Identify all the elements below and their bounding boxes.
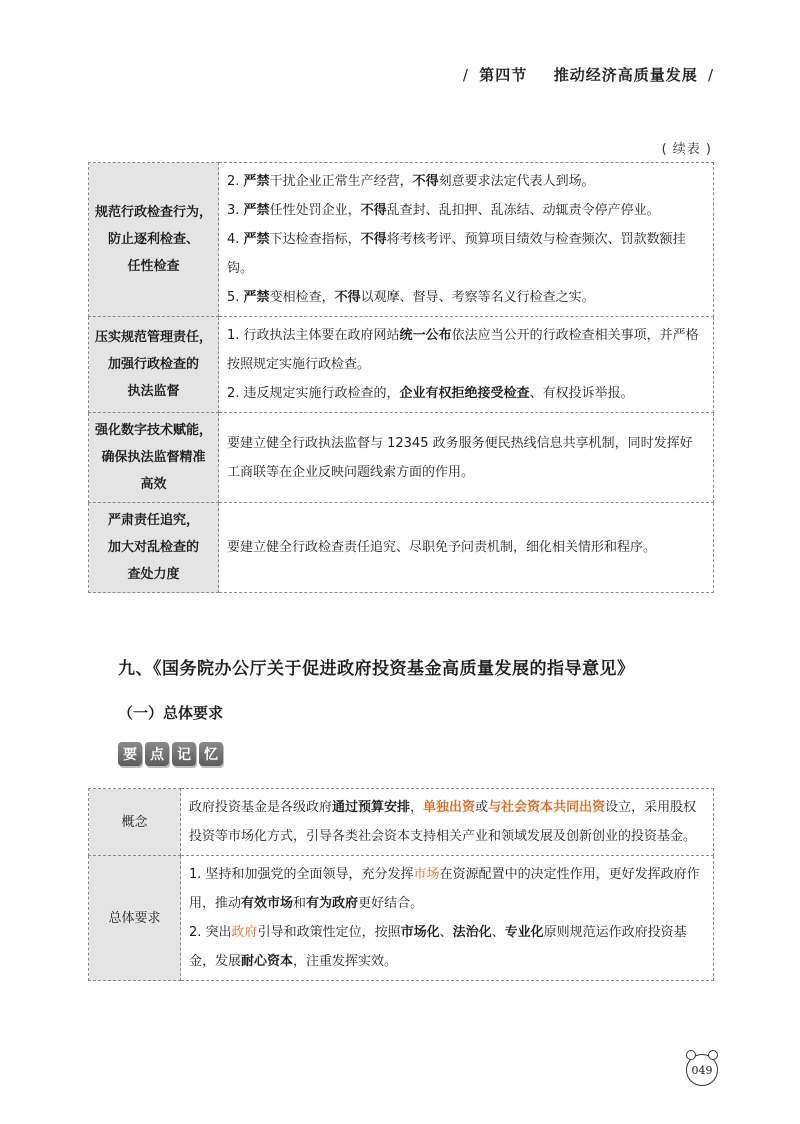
row-content bbox=[181, 856, 714, 981]
content-text: 要建立健全行政检查责任追究、尽职免予问责机制，细化相关情形和程序。 bbox=[227, 540, 657, 555]
emphasis-text: 专业化 bbox=[504, 925, 544, 940]
content-text: 、 bbox=[439, 925, 453, 940]
content-text: 2. bbox=[227, 174, 244, 189]
content-text: 、 bbox=[491, 925, 505, 940]
row-label-line: 防止逐利检查、 bbox=[107, 232, 199, 247]
content-text: 3. bbox=[227, 203, 244, 218]
emphasis-text: 严禁 bbox=[243, 203, 270, 218]
content-item bbox=[227, 283, 705, 312]
emphasis-text: 政府 bbox=[231, 925, 258, 940]
emphasis-text: 法治化 bbox=[452, 925, 492, 940]
row-content bbox=[181, 789, 714, 856]
content-text: 任性处罚企业， bbox=[269, 203, 361, 218]
content-text: 下达检查指标， bbox=[269, 232, 361, 247]
content-text: 2. 突出 bbox=[189, 925, 232, 940]
emphasis-text: 有为政府 bbox=[306, 896, 359, 911]
content-text: ， bbox=[410, 800, 424, 815]
emphasis-text: 统一公布 bbox=[399, 328, 452, 343]
row-content bbox=[219, 163, 714, 317]
row-label bbox=[89, 413, 219, 503]
header-section: 第四节 bbox=[479, 66, 528, 84]
table-row bbox=[89, 789, 714, 856]
content-text: 1. 坚持和加强党的全面领导，充分发挥 bbox=[189, 867, 414, 882]
row-label-line: 执法监督 bbox=[127, 384, 180, 399]
badge-char: 忆 bbox=[199, 742, 223, 766]
emphasis-text: 不得 bbox=[360, 203, 387, 218]
content-text: 、有权投诉举报。 bbox=[529, 386, 634, 401]
table-row bbox=[89, 317, 714, 413]
content-item bbox=[227, 429, 705, 487]
sub-title: （一）总体要求 bbox=[118, 704, 224, 722]
running-header bbox=[459, 64, 718, 85]
header-slash-right: / bbox=[707, 66, 714, 84]
content-text: 引导和政策性定位，按照 bbox=[257, 925, 401, 940]
row-label-line: 概念 bbox=[121, 814, 148, 830]
content-text: 要建立健全行政执法监督与 12345 政务服务便民热线信息共享机制，同时发挥好工商联等在企业反映问题线索方面的作用。 bbox=[227, 435, 693, 480]
emphasis-text: 不得 bbox=[412, 174, 439, 189]
content-item bbox=[227, 379, 705, 408]
row-label-line: 高效 bbox=[140, 477, 167, 492]
content-text: 变相检查， bbox=[269, 290, 335, 305]
content-item bbox=[227, 533, 705, 562]
emphasis-text: 企业有权拒绝接受检查 bbox=[399, 386, 530, 401]
content-text: ，注重发挥实效。 bbox=[293, 954, 398, 969]
row-label-line: 确保执法监督精准 bbox=[101, 450, 206, 465]
emphasis-text: 不得 bbox=[334, 290, 361, 305]
emphasis-text: 通过预算安排 bbox=[332, 800, 411, 815]
emphasis-text: 严禁 bbox=[243, 232, 270, 247]
page-number: 049 bbox=[686, 1054, 718, 1086]
emphasis-text: 与社会资本共同出资 bbox=[488, 800, 606, 815]
content-text: 乱查封、乱扣押、乱冻结、动辄责令停产停业。 bbox=[386, 203, 660, 218]
content-text: 更好结合。 bbox=[358, 896, 424, 911]
row-label-line: 总体要求 bbox=[108, 910, 161, 926]
emphasis-text: 严禁 bbox=[243, 290, 270, 305]
row-label-line: 加强行政检查的 bbox=[107, 357, 199, 372]
row-label-line: 规范行政检查行为， bbox=[95, 205, 213, 220]
fund-table bbox=[88, 788, 714, 981]
content-text: 设立，采用股权投资等市场化方式，引导各类社会资本支持相关产业和领域发展及创新创业的投资基金。 bbox=[189, 800, 697, 844]
row-label bbox=[89, 503, 219, 593]
row-content bbox=[219, 413, 714, 503]
content-item bbox=[227, 225, 705, 283]
row-label bbox=[89, 856, 181, 981]
continued-label: ( 续表 ) bbox=[661, 142, 712, 157]
row-label-line: 查处力度 bbox=[127, 567, 180, 582]
badge-char: 要 bbox=[118, 742, 142, 766]
table-row bbox=[89, 163, 714, 317]
emphasis-text: 耐心资本 bbox=[241, 954, 294, 969]
row-label-line: 任性检查 bbox=[127, 259, 180, 274]
content-text: 刻意要求法定代表人到场。 bbox=[438, 174, 595, 189]
content-item bbox=[227, 196, 705, 225]
emphasis-text: 不得 bbox=[360, 232, 387, 247]
content-text: 和 bbox=[293, 896, 307, 911]
emphasis-text: 市场化 bbox=[400, 925, 440, 940]
content-item bbox=[189, 918, 705, 976]
row-label-line: 严肃责任追究， bbox=[107, 513, 199, 528]
table-row bbox=[89, 503, 714, 593]
emphasis-text: 市场 bbox=[413, 867, 440, 882]
row-label bbox=[89, 317, 219, 413]
badge-char: 点 bbox=[145, 742, 169, 766]
table-row bbox=[89, 413, 714, 503]
content-text: 原则规范运作政府投资基金，发展 bbox=[189, 925, 687, 969]
inspection-table bbox=[88, 162, 714, 593]
emphasis-text: 单独出资 bbox=[423, 800, 476, 815]
header-title: 推动经济高质量发展 bbox=[553, 66, 698, 84]
row-label bbox=[89, 789, 181, 856]
content-text: 2. 违反规定实施行政检查的， bbox=[227, 386, 400, 401]
content-item bbox=[227, 167, 705, 196]
key-points-badge bbox=[118, 742, 223, 766]
row-label-line: 压实规范管理责任， bbox=[95, 330, 213, 345]
row-label-line: 强化数字技术赋能， bbox=[95, 423, 213, 438]
row-content bbox=[219, 317, 714, 413]
content-item bbox=[189, 793, 705, 851]
content-text: 将考核考评、预算项目绩效与检查频次、罚款数额挂钩。 bbox=[227, 232, 686, 276]
row-label-line: 加大对乱检查的 bbox=[107, 540, 199, 555]
content-text: 5. bbox=[227, 290, 244, 305]
header-slash-left: / bbox=[462, 66, 469, 84]
badge-char: 记 bbox=[172, 742, 196, 766]
content-text: 干扰企业正常生产经营， bbox=[269, 174, 413, 189]
emphasis-text: 有效市场 bbox=[241, 896, 294, 911]
row-content bbox=[219, 503, 714, 593]
section-title: 九、《国务院办公厅关于促进政府投资基金高质量发展的指导意见》 bbox=[118, 659, 635, 679]
content-item bbox=[227, 321, 705, 379]
emphasis-text: 严禁 bbox=[243, 174, 270, 189]
content-text: 政府投资基金是各级政府 bbox=[189, 800, 333, 815]
row-label bbox=[89, 163, 219, 317]
content-text: 或 bbox=[475, 800, 489, 815]
content-text: 以观摩、督导、考察等名义行检查之实。 bbox=[360, 290, 595, 305]
content-text: 在资源配置中的决定性作用，更好发挥政府作用，推动 bbox=[189, 867, 700, 911]
content-text: 1. 行政执法主体要在政府网站 bbox=[227, 328, 400, 343]
content-item bbox=[189, 860, 705, 918]
table-row bbox=[89, 856, 714, 981]
content-text: 4. bbox=[227, 232, 244, 247]
content-text: 依法应当公开的行政检查相关事项，并严格按照规定实施行政检查。 bbox=[227, 328, 699, 372]
